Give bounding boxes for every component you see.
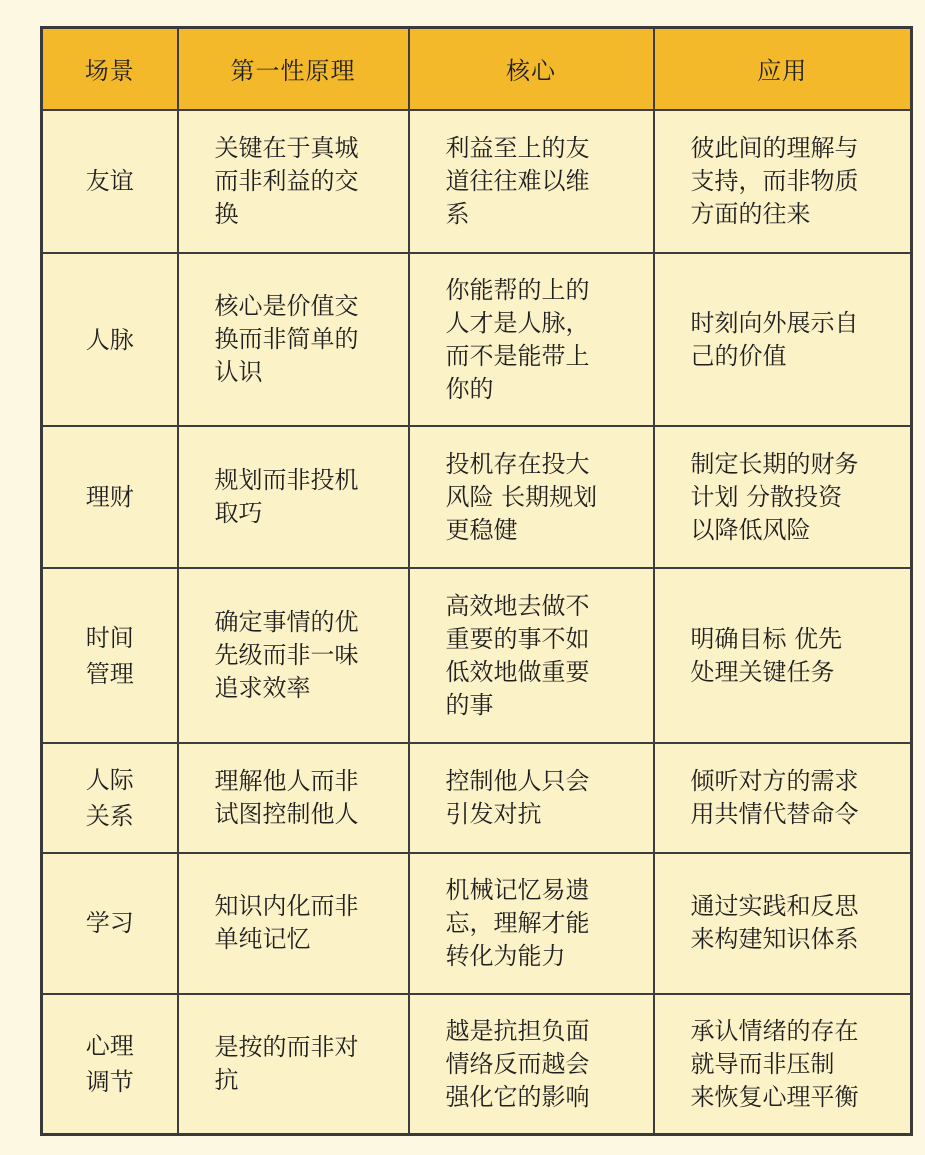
cell-scene [42,743,178,852]
cell-application [654,426,912,567]
cell-core [409,568,654,744]
cell-principle-text: 规划而非投机 取巧 [214,466,359,528]
cell-core-text: 控制他人只会 引发对抗 [445,766,590,828]
table-row [42,110,912,253]
header-scene: 场景 [42,28,178,110]
cell-scene [42,110,178,253]
cell-application [654,994,912,1134]
cell-scene-text: 时间 管理 [85,623,134,688]
cell-principle-text: 知识内化而非 单纯记忆 [214,892,359,954]
cell-scene [42,253,178,427]
cell-scene [42,853,178,994]
first-principles-table [40,26,913,1136]
cell-principle [178,110,409,253]
cell-principle [178,743,409,852]
table-header-row [42,28,912,110]
cell-principle-text: 核心是价值交 换而非简单的 认识 [214,292,359,387]
cell-scene-text: 友谊 [85,167,134,196]
cell-principle [178,568,409,744]
cell-scene-text: 人脉 [85,325,134,354]
cell-application-text: 倾听对方的需求 用共情代替命令 [690,766,859,828]
cell-application-text: 通过实践和反思 来构建知识体系 [690,892,859,954]
cell-core [409,853,654,994]
cell-scene-text: 理财 [85,483,134,512]
header-application: 应用 [654,28,912,110]
cell-core [409,110,654,253]
cell-core-text: 投机存在投大 风险 长期规划 更稳健 [445,449,598,544]
cell-application [654,743,912,852]
cell-application [654,568,912,744]
cell-principle [178,426,409,567]
cell-core-text: 利益至上的友 道往往难以维 系 [445,133,590,228]
cell-principle-text: 关键在于真城 而非利益的交 换 [214,133,359,228]
cell-core [409,743,654,852]
cell-application-text: 明确目标 优先 处理关键任务 [690,624,843,686]
table-row [42,426,912,567]
cell-principle-text: 是按的而非对 抗 [214,1033,359,1095]
table-row [42,743,912,852]
cell-application-text: 时刻向外展示自 己的价值 [690,308,859,370]
cell-core-text: 越是抗担负面 情络反而越会 强化它的影响 [445,1016,590,1111]
cell-principle-text: 理解他人而非 试图控制他人 [214,766,359,828]
cell-scene [42,426,178,567]
cell-scene-text: 学习 [85,909,134,938]
cell-scene-text: 人际 关系 [85,765,134,830]
table-row [42,853,912,994]
cell-principle [178,853,409,994]
cell-application-text: 制定长期的财务 计划 分散投资 以降低风险 [690,449,859,544]
principles-table-container [40,26,910,1136]
cell-application [654,253,912,427]
cell-principle [178,253,409,427]
cell-application-text: 彼此间的理解与 支持，而非物质 方面的往来 [690,133,859,228]
cell-core [409,994,654,1134]
cell-core-text: 高效地去做不 重要的事不如 低效地做重要 的事 [445,591,590,719]
cell-scene-text: 心理 调节 [85,1032,134,1097]
cell-core-text: 机械记忆易遗 忘，理解才能 转化为能力 [445,875,590,970]
cell-principle-text: 确定事情的优 先级而非一味 追求效率 [214,608,359,703]
table-row [42,253,912,427]
cell-scene [42,994,178,1134]
cell-principle [178,994,409,1134]
table-row [42,994,912,1134]
cell-application-text: 承认情绪的存在 就导而非压制 来恢复心理平衡 [690,1016,859,1111]
cell-core [409,426,654,567]
cell-scene [42,568,178,744]
header-principle: 第一性原理 [178,28,409,110]
cell-core-text: 你能帮的上的 人才是人脉， 而不是能带上 你的 [445,275,590,403]
cell-core [409,253,654,427]
cell-application [654,853,912,994]
table-row [42,568,912,744]
header-core: 核心 [409,28,654,110]
cell-application [654,110,912,253]
